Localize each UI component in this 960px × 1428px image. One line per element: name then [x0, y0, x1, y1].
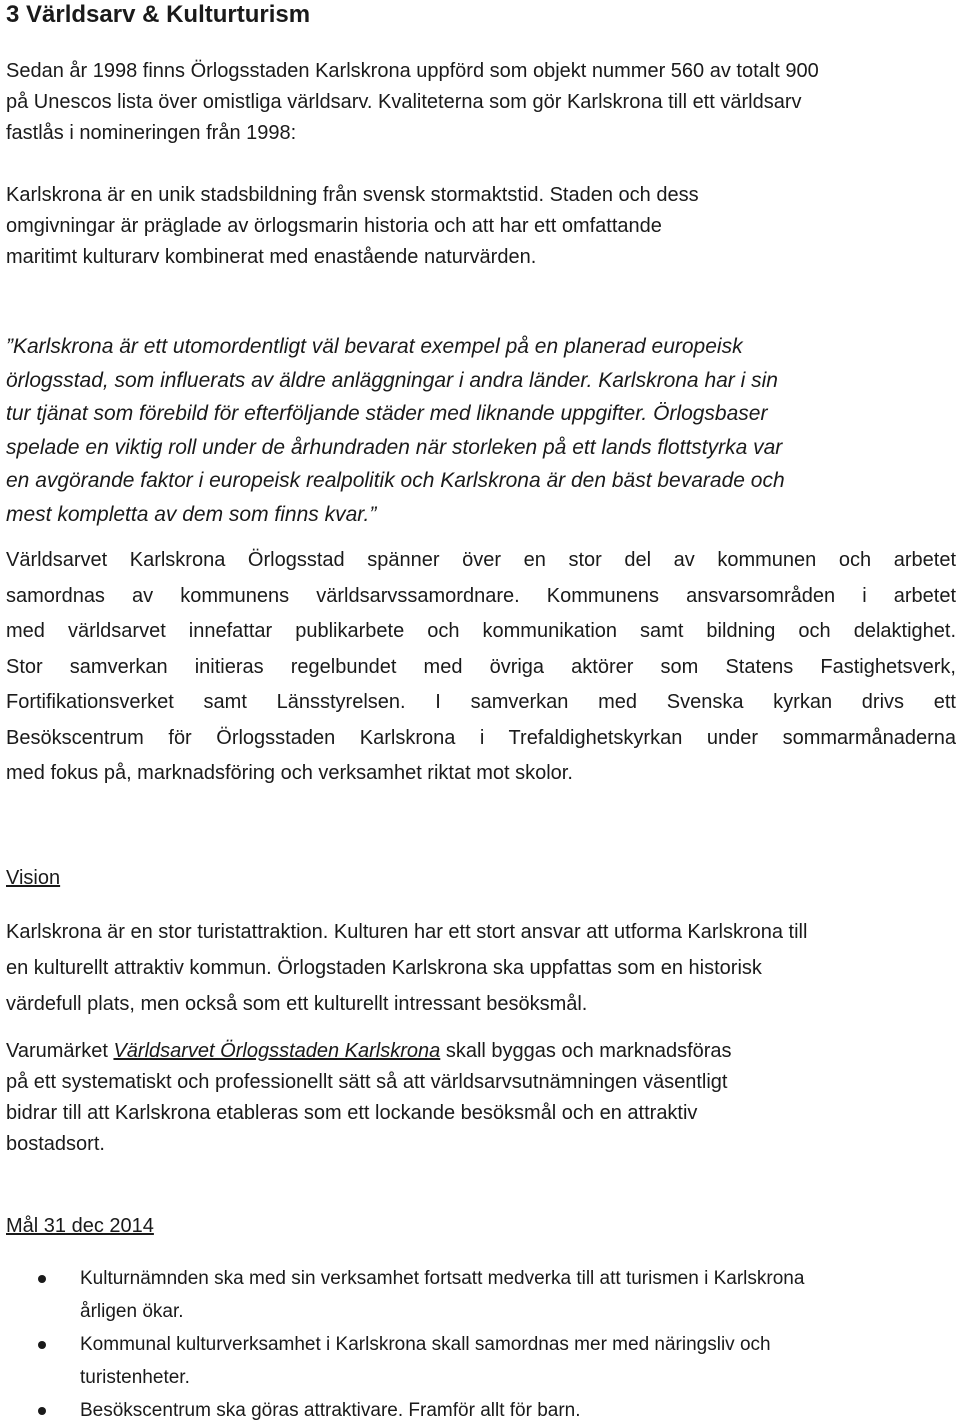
brand-line-1 [6, 1036, 956, 1067]
list-item [6, 1328, 956, 1394]
brand-prefix: Varumärket [6, 1040, 114, 1062]
list-item [6, 1394, 956, 1427]
bullet-icon [38, 1341, 46, 1349]
intro-line: fastlås i nomineringen från 1998: [6, 122, 297, 144]
quote-line: spelade en viktig roll under de århundraden när storleken på ett lands flottstyrka var [6, 435, 783, 459]
brand-line: bostadsort. [6, 1133, 105, 1155]
heritage-line: med världsarvet innefattar publikarbete och kommunikation samt bildning och delaktighet. [6, 620, 956, 642]
quote-line: tur tjänat som förebild för efterföljande städer med liknande uppgifter. Örlogsbaser [6, 402, 768, 425]
brand-name: Världsarvet Örlogsstaden Karlskrona [113, 1040, 441, 1062]
heritage-line: samordnas av kommunens världsarvssamordnare. Kommunens ansvarsområden i arbetet [6, 584, 956, 607]
intro-line: Sedan år 1998 finns Örlogsstaden Karlskrona uppförd som objekt nummer 560 av totalt 900 [6, 60, 819, 82]
unique-line: maritimt kulturarv kombinerat med enastående naturvärden. [6, 246, 537, 268]
quote-line: en avgörande faktor i europeisk realpolitik och Karlskrona är den bäst bevarade och [6, 469, 785, 492]
heritage-line: Världsarvet Karlskrona Örlogsstad spänner över en stor del av kommunen och arbetet [6, 549, 956, 571]
heritage-line: Stor samverkan initieras regelbundet med övriga aktörer som Statens Fastighetsverk, [6, 655, 956, 678]
quote-line: ”Karlskrona är ett utomordentligt väl bevarat exempel på en planerad europeisk [6, 335, 743, 358]
goal-line: Besökscentrum ska göras attraktivare. Framför allt för barn. [80, 1400, 581, 1421]
bullet-icon [38, 1275, 46, 1283]
goal-line: årligen ökar. [80, 1301, 184, 1322]
heritage-line: Fortifikationsverket samt Länsstyrelsen. I samverkan med Svenska kyrkan drivs ett [6, 691, 956, 713]
quote-line: örlogsstad, som influerats av äldre anläggningar i andra länder. Karlskrona har i sin [6, 368, 778, 392]
unique-line: omgivningar är präglade av örlogsmarin historia och att har ett omfattande [6, 215, 662, 237]
goals-list [6, 1262, 956, 1427]
section-heading: 3 Världsarv & Kulturturism [6, 1, 311, 28]
brand-line: på ett systematiskt och professionellt sätt så att världsarvsutnämningen väsentligt [6, 1071, 728, 1093]
intro-paragraph [6, 56, 819, 149]
vision-line: värdefull plats, men också som ett kulturellt intressant besöksmål. [6, 993, 588, 1015]
goal-line: turistenheter. [80, 1367, 190, 1388]
vision-line: Karlskrona är en stor turistattraktion. Kulturen har ett stort ansvar att utforma Karlskrona till [6, 921, 808, 943]
quote-line: mest kompletta av dem som finns kvar.” [6, 502, 377, 526]
vision-paragraph [6, 914, 956, 1022]
goals-heading: Mål 31 dec 2014 [6, 1215, 154, 1237]
goal-line: Kulturnämnden ska med sin verksamhet fortsatt medverka till att turismen i Karlskrona [80, 1268, 805, 1289]
goal-line: Kommunal kulturverksamhet i Karlskrona skall samordnas mer med näringsliv och [80, 1334, 771, 1355]
heritage-line: Besökscentrum för Örlogsstaden Karlskrona i Trefaldighetskyrkan under sommarmånaderna [6, 726, 956, 749]
unique-line: Karlskrona är en unik stadsbildning från svensk stormaktstid. Staden och dess [6, 184, 699, 206]
vision-line: en kulturellt attraktiv kommun. Örlogstaden Karlskrona ska uppfattas som en historisk [6, 957, 762, 979]
list-item [6, 1262, 956, 1328]
heritage-line: med fokus på, marknadsföring och verksamhet riktat mot skolor. [6, 762, 573, 784]
brand-paragraph [6, 1036, 956, 1160]
world-heritage-paragraph [6, 543, 956, 792]
intro-line: på Unescos lista över omistliga världsarv. Kvaliteterna som gör Karlskrona till ett världsarv [6, 91, 802, 113]
unique-city-paragraph [6, 180, 699, 273]
brand-suffix: skall byggas och marknadsföras [440, 1040, 732, 1062]
bullet-icon [38, 1407, 46, 1415]
brand-line: bidrar till att Karlskrona etableras som ett lockande besöksmål och en attraktiv [6, 1102, 698, 1124]
vision-heading: Vision [6, 867, 61, 889]
unesco-quote [6, 330, 956, 531]
